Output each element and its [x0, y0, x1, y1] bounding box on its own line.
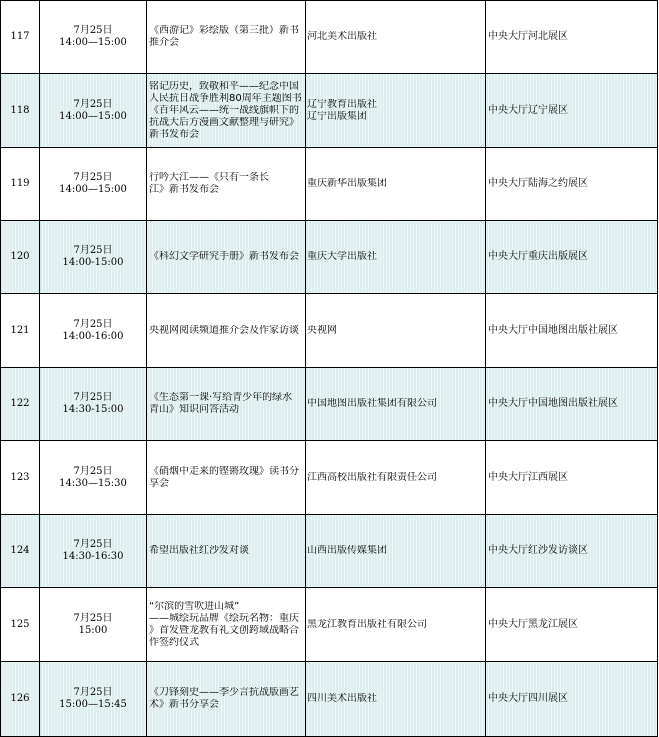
event-time-range: 14:30-16:30: [62, 551, 124, 562]
event-name-cell: [147, 1, 306, 74]
table-row: [1, 148, 658, 221]
event-name-line: 江》新书发布会: [149, 184, 219, 195]
publisher-name-line: 辽宁出版集团: [307, 110, 367, 122]
event-name-line: 术》新书分享会: [149, 699, 219, 710]
time-cell: [40, 515, 147, 588]
event-date: 7月25日: [73, 539, 113, 550]
event-time-range: 14:00—15:00: [59, 37, 127, 48]
venue-cell: 中央大厅黑龙江展区: [486, 588, 658, 662]
event-date: 7月25日: [73, 25, 113, 36]
time-cell: [40, 294, 147, 368]
event-time-range: 15:00: [78, 624, 108, 636]
table-row: [1, 662, 658, 737]
event-name-line: 《硝烟中走来的铿锵玫瑰》读书分: [149, 465, 299, 477]
event-name-line: 《百年风云——统一战线旗帜下的: [149, 104, 299, 116]
publisher-cell: [306, 662, 486, 737]
publisher-cell: [306, 294, 486, 368]
event-name-line: 《科幻文学研究手册》新书发布会: [149, 251, 299, 262]
event-name-line: 》首发暨龙教有礼文创跨域战略合: [149, 624, 299, 636]
event-name-line: ——城绘玩品牌《绘玩名物：重庆: [149, 612, 299, 624]
event-name-cell: [147, 588, 306, 662]
row-number-cell: 123: [1, 441, 40, 515]
table-row: [1, 1, 658, 74]
venue-cell: 中央大厅四川展区: [486, 662, 658, 737]
publisher-name-line: 山西出版传媒集团: [307, 545, 387, 556]
event-date: 7月25日: [73, 392, 113, 403]
publisher-cell: [306, 441, 486, 515]
table-row: [1, 368, 658, 441]
event-date: 7月25日: [73, 245, 113, 256]
event-name-line: 《西游记》彩绘版（第三批）新书: [149, 25, 299, 36]
table-row: [1, 294, 658, 368]
table-row: [1, 515, 658, 588]
event-name-cell: [147, 515, 306, 588]
publisher-name-line: 央视网: [307, 324, 337, 336]
time-cell: [40, 588, 147, 662]
event-date: 7月25日: [73, 612, 113, 624]
event-name-cell: [147, 662, 306, 737]
event-time-range: 14:00-16:00: [62, 330, 124, 342]
row-number-cell: 119: [1, 148, 40, 221]
event-time-range: 14:00—15:00: [59, 184, 127, 195]
event-name-line: 行吟大江——《只有一条长: [149, 172, 269, 183]
row-number-cell: 124: [1, 515, 40, 588]
venue-cell: 中央大厅辽宁展区: [486, 74, 658, 148]
row-number-cell: 121: [1, 294, 40, 368]
row-number-cell: 126: [1, 662, 40, 737]
event-name-line: 央视网阅读频道推介会及作家访谈: [149, 324, 299, 336]
venue-cell: 中央大厅中国地图出版社展区: [486, 368, 658, 441]
event-name-cell: [147, 294, 306, 368]
venue-cell: 中央大厅河北展区: [486, 1, 658, 74]
publisher-name-line: 辽宁教育出版社: [307, 98, 377, 110]
publisher-cell: [306, 368, 486, 441]
event-date: 7月25日: [73, 318, 113, 330]
table-row: [1, 441, 658, 515]
row-number-cell: 122: [1, 368, 40, 441]
event-time-range: 14:00-15:00: [62, 257, 124, 268]
publisher-cell: [306, 588, 486, 662]
event-name-cell: [147, 221, 306, 294]
event-date: 7月25日: [73, 98, 113, 110]
event-name-line: 享会: [149, 477, 169, 489]
venue-cell: 中央大厅重庆出版展区: [486, 221, 658, 294]
time-cell: [40, 148, 147, 221]
venue-cell: 中央大厅江西展区: [486, 441, 658, 515]
time-cell: [40, 221, 147, 294]
event-name-cell: [147, 441, 306, 515]
row-number-cell: 117: [1, 1, 40, 74]
event-time-range: 14:30—15:30: [59, 477, 127, 489]
row-number-cell: 125: [1, 588, 40, 662]
table-row: [1, 221, 658, 294]
publisher-cell: [306, 221, 486, 294]
event-name-line: 抗战大后方漫画文献整理与研究》: [149, 116, 299, 128]
table-row: [1, 74, 658, 148]
event-name-line: 人民抗日战争胜利80周年主题图书: [149, 92, 302, 104]
publisher-cell: [306, 148, 486, 221]
event-time-range: 14:00—15:00: [59, 110, 127, 122]
time-cell: [40, 441, 147, 515]
publisher-name-line: 四川美术出版社: [307, 693, 377, 704]
venue-cell: 中央大厅红沙发访谈区: [486, 515, 658, 588]
time-cell: [40, 662, 147, 737]
event-name-line: 推介会: [149, 37, 179, 48]
event-name-line: 青山》知识问答活动: [149, 404, 239, 415]
row-number-cell: 118: [1, 74, 40, 148]
event-time-range: 15:00—15:45: [59, 699, 127, 710]
event-name-line: 作签约仪式: [149, 636, 199, 648]
venue-cell: 中央大厅陆海之约展区: [486, 148, 658, 221]
publisher-name-line: 中国地图出版社集团有限公司: [307, 398, 437, 409]
venue-cell: 中央大厅中国地图出版社展区: [486, 294, 658, 368]
publisher-name-line: 重庆新华出版集团: [307, 178, 387, 189]
event-name-line: 希望出版社红沙发对谈: [149, 545, 249, 556]
publisher-cell: [306, 515, 486, 588]
publisher-cell: [306, 1, 486, 74]
time-cell: [40, 74, 147, 148]
table-row: [1, 588, 658, 662]
event-name-cell: [147, 368, 306, 441]
event-name-line: 《刀锋刻史——李少言抗战版画艺: [149, 687, 299, 698]
event-date: 7月25日: [73, 465, 113, 477]
time-cell: [40, 368, 147, 441]
publisher-cell: [306, 74, 486, 148]
event-name-cell: [147, 148, 306, 221]
event-name-line: “尔滨的雪吹进山城”: [149, 600, 240, 612]
publisher-name-line: 重庆大学出版社: [307, 251, 377, 262]
time-cell: [40, 1, 147, 74]
row-number-cell: 120: [1, 221, 40, 294]
event-date: 7月25日: [73, 687, 113, 698]
event-date: 7月25日: [73, 172, 113, 183]
publisher-name-line: 河北美术出版社: [307, 31, 377, 42]
publisher-name-line: 黑龙江教育出版社有限公司: [307, 618, 427, 630]
event-time-range: 14:30-15:00: [62, 404, 124, 415]
publisher-name-line: 江西高校出版社有限责任公司: [307, 471, 437, 483]
event-name-line: 铭记历史，致敬和平——纪念中国: [149, 80, 299, 92]
event-name-line: 新书发布会: [149, 128, 199, 140]
event-name-line: 《生态第一课·写给青少年的绿水: [149, 392, 293, 403]
event-name-cell: [147, 74, 306, 148]
